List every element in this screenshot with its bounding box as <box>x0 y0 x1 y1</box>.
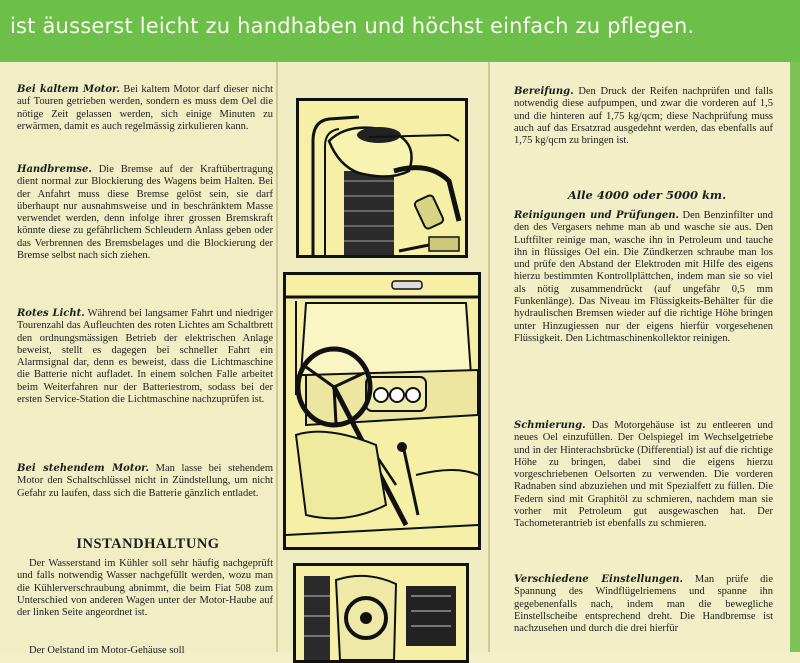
text-handbremse: Die Bremse auf der Kraftübertragung dient normal zur Blockierung des Wagens beim Halten. Bei der Anfahrt muss diese Bremse gelöst sein, sie darf überhaupt nur ausnahmsweise und in beschränktem Masse verwendet werden, denn infolge ihrer grossen Bremskraft könnte diese zu gefährlichem Schleudern Anlass geben oder das Verbrennen des Bremsbelages und die Blockierung der Bremse selbst nach sich ziehen. <box>17 164 274 262</box>
paragraph-instandhaltung: Der Wasserstand im Kühler soll sehr häufig nachgeprüft und falls notwendig Wasser nachgefüllt werden, wozu man die Kühlerverschraubung abnimmt, die beim Fiat 508 zum Unterschied von anderen Wagen unter der Motor-Haube auf der linken Seite angeordnet ist. <box>17 558 273 619</box>
lead-rotes-licht: Rotes Licht. <box>17 308 85 319</box>
illustration-engine-detail <box>293 563 469 663</box>
text-bereifung: Den Druck der Reifen nachprüfen und falls notwendig diese aufpumpen, und zwar die vorderen auf 1,5 und die hinteren auf 1,75 kg/qcm; diese Nachprüfung muss auch auf das Ersatzrad ausgedehnt werden, das ebenfalls auf 1,75 kg/qcm zu bringen ist. <box>514 86 773 147</box>
illustration-engine-bay <box>296 98 468 258</box>
engine-detail-drawing <box>296 566 466 660</box>
lead-einstellungen: Verschiedene Einstellungen. <box>514 574 683 585</box>
cover-edge <box>790 62 800 652</box>
lead-handbremse: Handbremse. <box>17 164 92 175</box>
right-panel <box>488 62 800 652</box>
paragraph-schmierung <box>514 420 773 531</box>
text-schmierung: Das Motorgehäuse ist zu entleeren und neues Oel einzufüllen. Der Oelspiegel im Wechselgetriebe und in der Hinterachsbrücke (Differential) ist auf die richtige Höhe zu bringen, dabei sind die eigens hierzu vorgeschriebenen Oelsorten zu verwenden. Die vorderen Radnaben sind abzuziehen und mit Spezialfett zu füllen. Die Federn sind mit Graphitöl zu schmieren, nachdem man sie vorher mit Petroleum gut ausgewaschen hat. Der Tachometerantrieb ist ebenfalls zu schmieren. <box>514 420 773 530</box>
paragraph-stehender-motor <box>17 463 273 500</box>
header-banner <box>0 0 800 62</box>
lead-kalter-motor: Bei kaltem Motor. <box>17 84 120 95</box>
heading-alle-km: Alle 4000 oder 5000 km. <box>567 188 727 202</box>
lead-stehender-motor: Bei stehendem Motor. <box>17 463 149 474</box>
lead-bereifung: Bereifung. <box>514 86 574 97</box>
paragraph-einstellungen <box>514 574 773 635</box>
paragraph-oelstand: Der Oelstand im Motor-Gehäuse soll <box>29 645 185 656</box>
paragraph-reinigungen <box>514 210 773 345</box>
text-kalter-motor: Bei kaltem Motor darf dieser nicht auf Touren getrieben werden, sondern es muss dem Oel die nötige Zeit gelassen werden, sich einige Minuten zu erwärmen, damit es auch regelmässig zirkulieren kann. <box>17 84 274 132</box>
text-stehender-motor: Man lasse bei stehendem Motor den Schaltschlüssel nicht in Zündstellung, um nicht Gefahr zu laufen, dass sich die Batterie gänzlich entladet. <box>17 463 274 499</box>
dashboard-drawing <box>286 275 478 547</box>
paragraph-bereifung <box>514 86 773 147</box>
lead-schmierung: Schmierung. <box>514 420 586 431</box>
paragraph-kalter-motor <box>17 84 273 133</box>
text-rotes-licht: Während bei langsamer Fahrt und niedriger Tourenzahl das Aufleuchten des roten Lichtes am Schaltbrett den ordnungsmässigen Betrieb der elektrischen Anlage beweist, stellt es dagegen bei schneller Fahrt ein Alarmsignal dar, denn es beweist, dass die Lichtmaschine die Batterie nicht aufladet. In einem solchen Falle arbeitet beim Weiterfahren nur der Batteriestrom, sodass bei der ersten Service-Station die Lichtmaschine nachzuprüfen ist. <box>17 308 273 406</box>
page-fold <box>276 62 278 652</box>
paragraph-handbremse <box>17 164 273 262</box>
paragraph-rotes-licht <box>17 308 273 406</box>
heading-instandhaltung: INSTANDHALTUNG <box>76 536 220 552</box>
text-einstellungen: Man prüfe die Spannung des Windflügelriemens und spanne ihn gegebenenfalls nach, indem man die bewegliche Einstellscheibe entsprechend dreht. Die Handbremse ist nachzusehen und durch die drei hierfür <box>514 574 773 635</box>
lead-reinigungen: Reinigungen und Prüfungen. <box>514 210 680 221</box>
text-reinigungen: Den Benzinfilter und den des Vergasers nehme man ab und wasche sie aus. Den Luftfilter reinige man, wasche ihn in Petroleum und tauche ihn in flüssiges Oel ein. Die Zündkerzen schraube man los und prüfe den Abstand der Elektroden mit Hilfe des eigens hierzu bestimmten Kontrollplättchen, indem man sie so viel als nötig zusammendrückt (auf ungefähr 0,5 mm Funkenlänge). Das Niveau im Flüssigkeits-Behälter für die hydraulischen Bremsen wieder auf die richtige Höhe bringen unter Hinzugiessen nur der eigens hierfür vorgesehenen Flüssigkeit. Den Lichtmaschinenkollektor reinigen. <box>514 210 773 344</box>
engine-drawing <box>299 101 465 255</box>
illustration-dashboard <box>283 272 481 550</box>
page-fold <box>488 62 490 652</box>
header-title: ist äusserst leicht zu handhaben und höchst einfach zu pflegen. <box>10 14 695 38</box>
